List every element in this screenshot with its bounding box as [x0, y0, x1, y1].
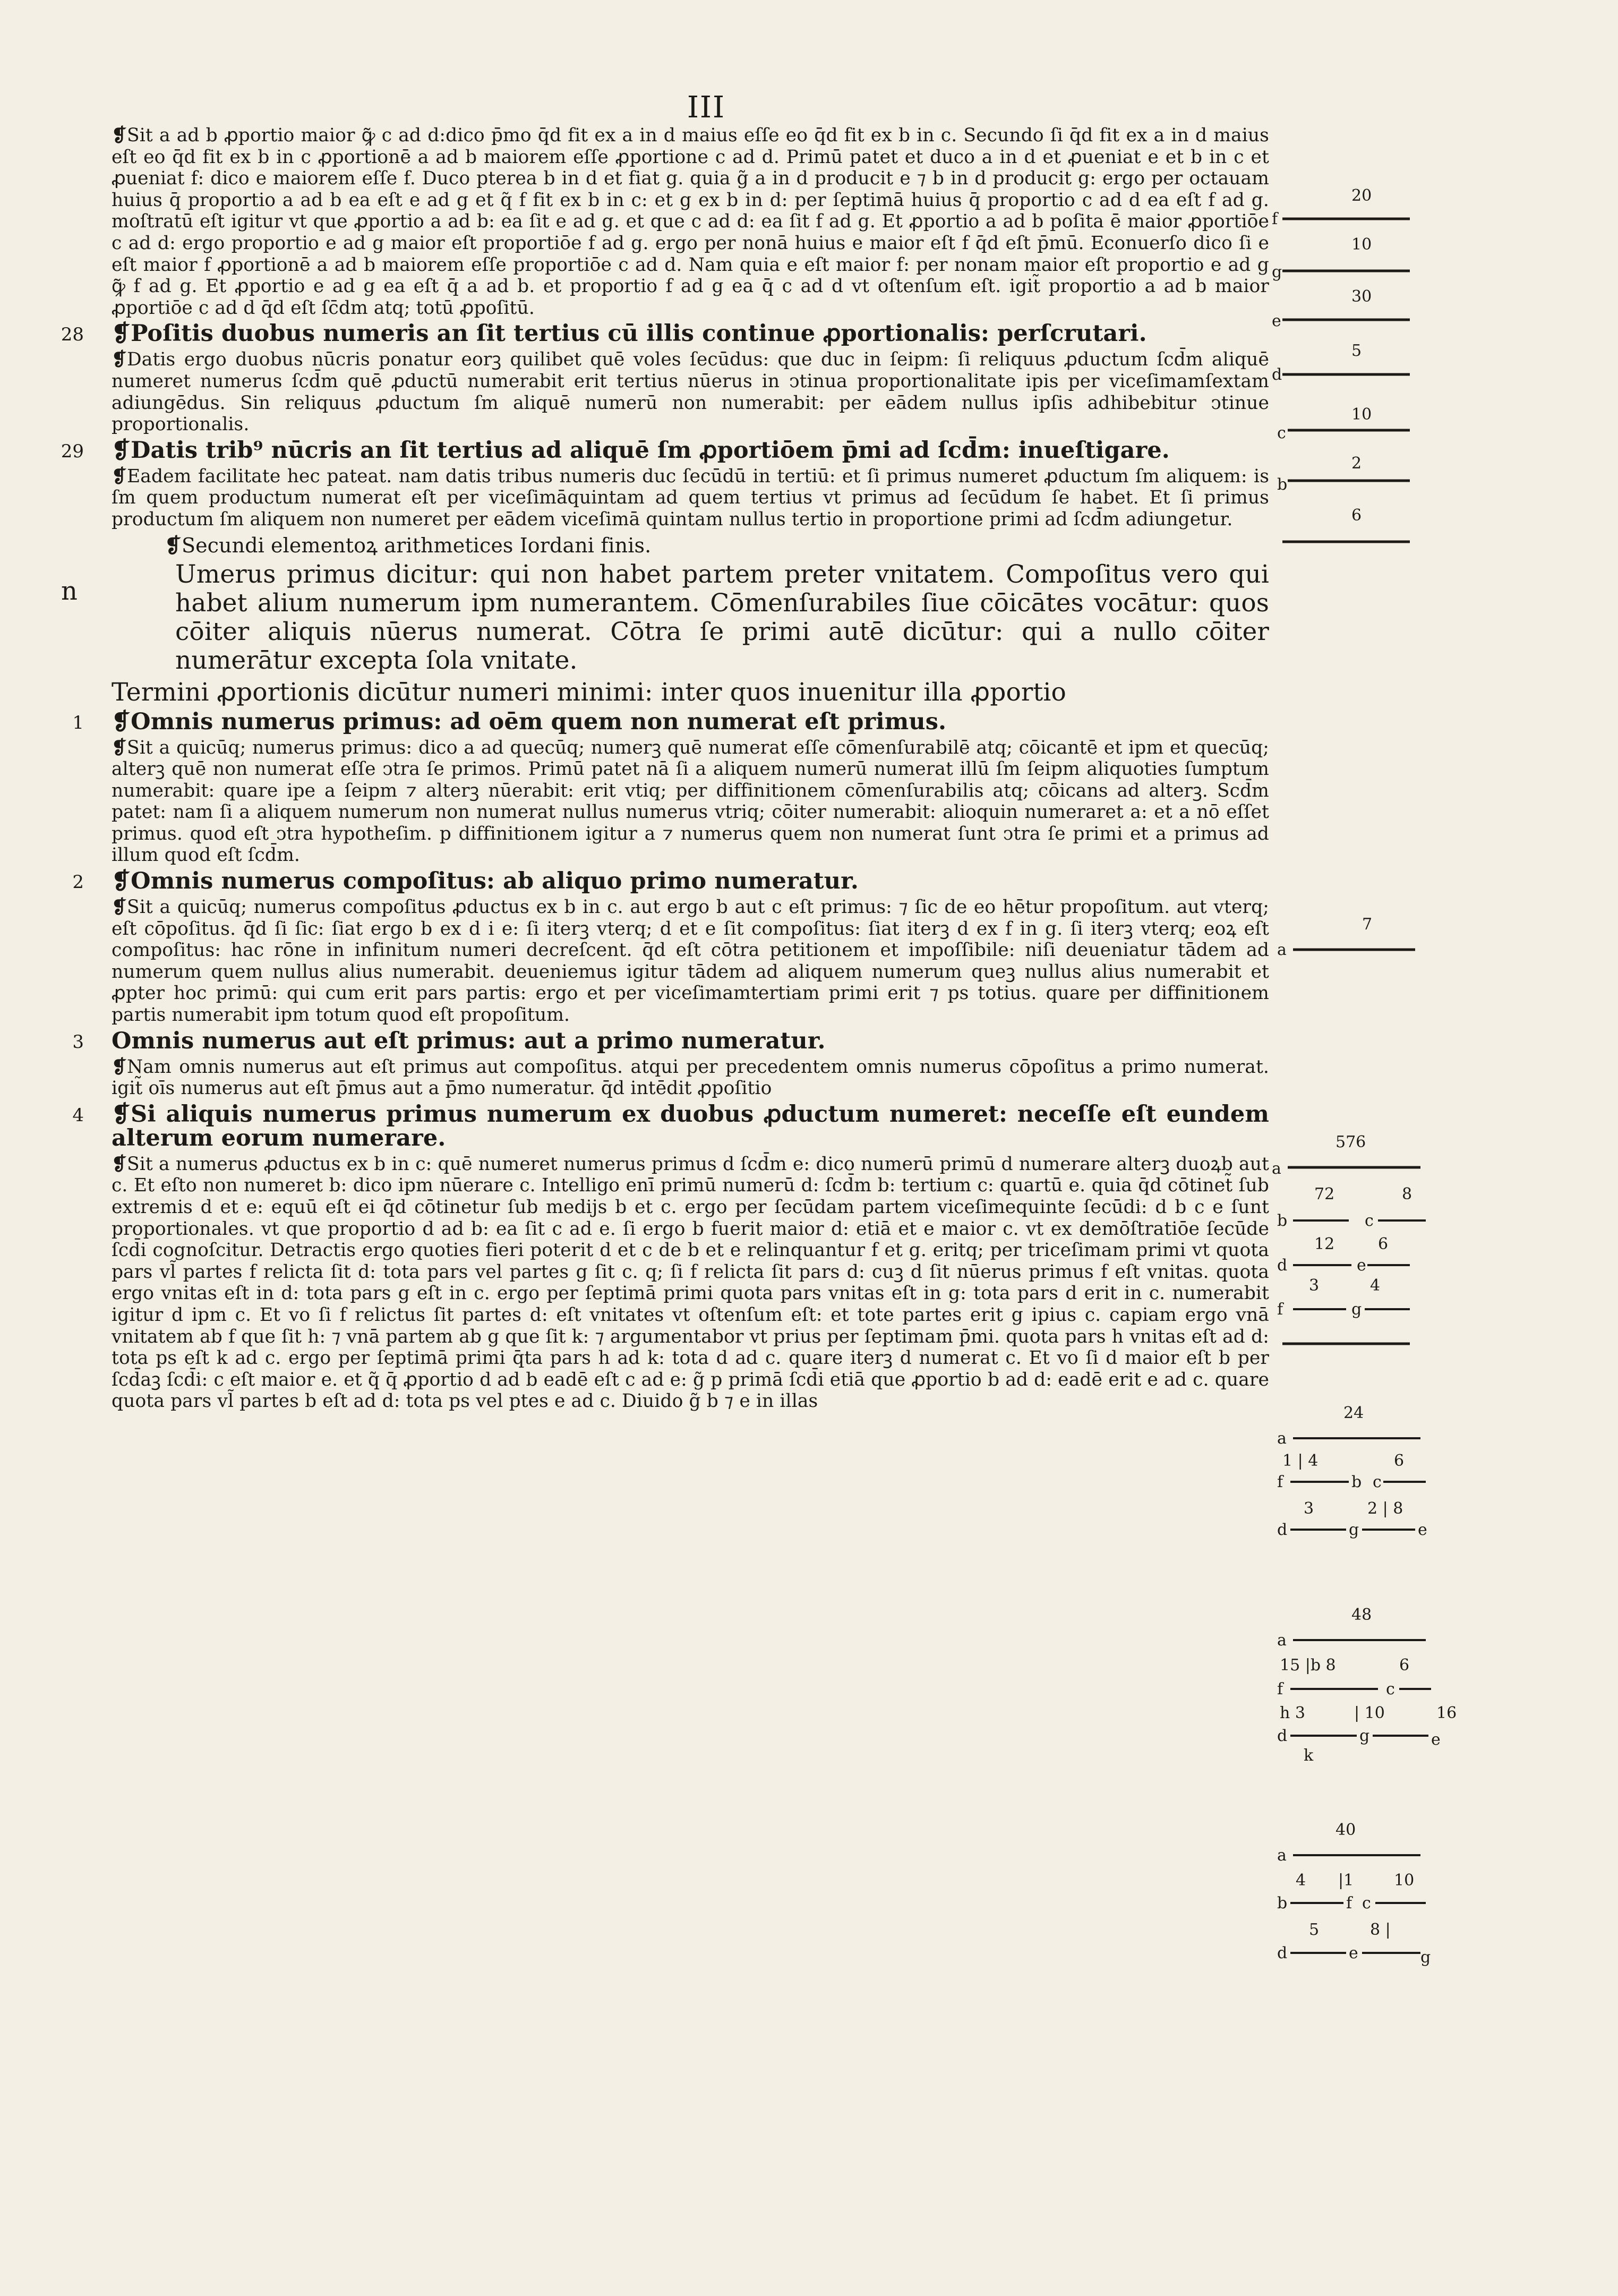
diagram-letter: a — [1277, 1631, 1287, 1650]
diagram-svg — [1272, 186, 1516, 568]
proposition-4 — [72, 1100, 1269, 1151]
diagram-value: 6 — [1399, 1656, 1410, 1675]
proposition-28 — [61, 320, 1269, 347]
diagram-value: 2 — [1351, 454, 1362, 473]
definition-text: Termini ꝓportionis dicūtur numeri minimi: inter quos inuenitur illa ꝓportio — [112, 677, 1066, 707]
diagram-value: 8 | — [1370, 1921, 1391, 1939]
diagram-letter: g — [1420, 1948, 1431, 1967]
diagram-letter: f — [1277, 1300, 1283, 1319]
diagram-svg — [1272, 914, 1516, 967]
diagram-value: |1 — [1338, 1871, 1354, 1890]
book-explicit — [112, 534, 1269, 557]
proof-text: ❡Eadem facilitate hec pateat. nam datis tribus numeris duc ſecūdū in tertiū: et ſi primus numeret ꝓductum ſm aliquem: is ſm quem productum numerat eſt per viceſimāquintam ad quem tertius vt primus ad ſecūdum ſe habet. Et ſi primus productum ſm aliquem non numeret per eādem viceſimā quintam nullus tertio in proportione primi ad ſcd̄m adiungetur. — [112, 465, 1269, 530]
diagram-letter: a — [1277, 1429, 1287, 1448]
diagram-letter: g — [1351, 1300, 1362, 1319]
proposition-1-proof — [112, 737, 1269, 867]
diagram-letter: c — [1277, 424, 1286, 442]
diagram-value: 5 — [1351, 342, 1362, 360]
pilcrow-icon: ❡ — [112, 868, 131, 895]
diagram-letter: g — [1272, 263, 1282, 281]
diagram-letter: b — [1277, 475, 1288, 494]
margin-diagram-prop4-b — [1272, 1604, 1516, 1774]
proposition-3 — [72, 1027, 1269, 1054]
margin-number: 2 — [72, 872, 84, 893]
pilcrow-icon: ❡ — [112, 320, 131, 347]
diagram-value: 1 | 4 — [1282, 1452, 1319, 1470]
diagram-value: 20 — [1351, 186, 1372, 205]
diagram-letter: d — [1277, 1944, 1288, 1962]
proposition-heading: ❡Omnis numerus primus: ad oēm quem non numerat eſt primus. — [112, 708, 947, 735]
diagram-value: 16 — [1436, 1704, 1457, 1722]
pilcrow-icon: ❡ — [112, 1100, 131, 1128]
diagram-letter: c — [1362, 1894, 1371, 1913]
diagram-value: 10 — [1394, 1871, 1415, 1890]
diagram-letter: c — [1365, 1211, 1374, 1230]
diagram-letter: d — [1272, 365, 1282, 384]
definition-text: Umerus primus dicitur: qui non habet partem preter vnitatem. Compoſitus vero qui habet alium numerum ipm numerantem. Cōmenſurabiles ſiue cōicātes vocātur: quos cōiter aliquis nūerus numerat. Cōtra ſe primi autē dicūtur: qui a nullo cōiter numerātur excepta ſola vnitate. — [175, 559, 1269, 675]
diagram-letter: c — [1373, 1473, 1382, 1491]
diagram-value: 10 — [1351, 405, 1372, 424]
diagram-svg — [1272, 1131, 1516, 1360]
diagram-letter: b — [1277, 1211, 1288, 1230]
diagram-value: 12 — [1314, 1235, 1335, 1253]
diagram-letter: e — [1357, 1256, 1366, 1275]
diagram-value: 48 — [1351, 1606, 1372, 1624]
diagram-value: 15 |b 8 — [1280, 1656, 1336, 1675]
proposition-27-proof — [112, 125, 1269, 319]
pilcrow-icon: ❡ — [165, 533, 182, 557]
diagram-letter: g — [1349, 1521, 1359, 1539]
proof-text: ❡Sit a numerus ꝓductus ex b in c: quē numeret numerus primus d ſcd̄m e: dico numerū primū d numerare alterꝫ duoꝝb aut c. Et eſto non numeret b: dico ipm nūerare c. Intelligo enī primū numerū d: ſcd̄m b: tertium c: quartū e. quia q̄d cōtinet̃ ſub extremis d et e: equū eſt ei q̄d cōtinetur ſub medijs b et c. ergo per ſecūdam partem viceſimequinte ſecūdi: d b c e ſunt proportionales. vt que proportio d ad b: ea ſit c ad e. ſi ergo b fuerit maior d: etiā et e maior c. vt ex demōſtratiōe ſecūde ſcd̄i cognoſcitur. Detractis ergo quoties fieri poterit d et c de b et e relinquantur f et g. eritq; per triceſimam primi vt quota pars vl̃ partes f relicta ſit d: tota pars vel partes g ſit c. q; ſi f relicta ſit pars d: cuꝫ d ſit nūerus primus f eſt vnitas. quota ergo vnitas eſt in d: tota pars g eſt in c. ergo per ſeptimā primi quota pars vnitas eſt in g: tota pars d erit in c. numerabit igitur d ipm c. Et vo ſi f relictus ſit partes d: eſt vnitates vt oſtenſum eſt: et tote partes erit g ipius c. capiam ergo vnā vnitatem ab f que ſit h: ⁊ vnā partem ab g que ſit k: ⁊ argumentabor vt prius per ſeptimam p̄mi. quota pars h vnitas eſt ad d: tota ps eſt k ad c. ergo per ſeptimā primi q̄ta pars h ad k: tota d ad c. quare iterꝫ d numerat c. Et vo ſi d maior eſt b per ſcd̄aꝫ ſcd̄i: c eſt maior e. et q̃ q̄ ꝓportio d ad b eadē eſt c ad e: g̃ p primā ſcd̄i etiā que ꝓportio b ad d: eadē erit e ad c. quare quota pars vl̃ partes b eſt ad d: tota ps vel ptes e ad c. Diuido g̃ b ⁊ e in illas — [112, 1153, 1269, 1412]
proof-text: ❡Sit a quicūq; numerus primus: dico a ad quecūq; numerꝫ quē numerat eſſe cōmenſurabilē atq; cōicantē et ipm et quecūq; alterꝫ quē non numerat eſſe ↄtra ſe primos. Primū patet nā ſi a aliquem numerū numerat illū ſm ſeipm aliquoties ſumptum numerabit: quare ipe a ſeipm ⁊ alterꝫ nūerabit: erit vtiq; per diffinitionem cōmenſurabilis atq; cōicans ad alterꝫ. Scd̄m patet: nam ſi a aliquem numerum non numerat nullus numerus vtriq; cōiter numerabit: alioquin numeraret a: et a nō eſſet primus. quod eſt ↄtra hypotheſim. p diffinitionem igitur a ⁊ numerus quem non numerat ſunt ↄtra ſe primi et a primus ad illum quod eſt ſcd̄m. — [112, 737, 1269, 866]
proposition-29-proof — [112, 466, 1269, 531]
explicit-line: ❡Secundi elementoꝝ arithmetices Iordani finis. — [165, 533, 652, 557]
pilcrow-icon: ❡ — [112, 349, 127, 371]
diagram-value: 6 — [1351, 506, 1362, 525]
diagram-value: 8 — [1402, 1185, 1412, 1204]
diagram-value: 2 | 8 — [1367, 1499, 1403, 1518]
margin-diagram-line-segments — [1272, 186, 1516, 568]
diagram-letter: d — [1277, 1256, 1288, 1275]
page-number: III — [687, 90, 726, 125]
diagram-letter: f — [1272, 210, 1278, 228]
margin-number: 3 — [72, 1031, 84, 1053]
margin-diagram-composite — [1272, 1131, 1516, 1360]
diagram-letter: g — [1359, 1727, 1370, 1745]
diagram-value: 6 — [1394, 1452, 1405, 1470]
proposition-29 — [61, 437, 1269, 464]
diagram-letter: d — [1277, 1521, 1288, 1539]
diagram-letter: f — [1277, 1680, 1283, 1698]
proof-text: ❡Datis ergo duobus nūcris ponatur eorꝫ quilibet quē voles ſecūdus: que duc in ſeipm: ſi reliquus ꝓductum ſcd̄m aliquē numeret numerus ſcd̄m quē ꝓductū numerabit erit tertius nūerus in ↄtinua proportionalitate ipis per viceſimamſextam adiungēdus. Sin reliquus ꝓductum ſm aliquē numerū non numerabit: per eādem nullus ipſis adhibebitur ↄtinue proportionalis. — [112, 349, 1269, 436]
diagram-value: 72 — [1314, 1185, 1335, 1204]
diagram-letter: b — [1351, 1473, 1362, 1491]
diagram-value: | 10 — [1354, 1704, 1385, 1722]
diagram-value: 5 — [1309, 1921, 1320, 1939]
pilcrow-icon: ❡ — [112, 465, 127, 487]
diagram-letter: f — [1277, 1473, 1283, 1491]
margin-diagram-prop4-c — [1272, 1819, 1516, 1994]
margin-number: 4 — [72, 1104, 84, 1126]
margin-diagram-prop4-a — [1272, 1402, 1516, 1572]
diagram-value: 3 — [1309, 1276, 1320, 1295]
diagram-svg — [1272, 1819, 1516, 1994]
margin-number: 1 — [72, 712, 84, 733]
proposition-3-proof — [112, 1056, 1269, 1099]
margin-diagram-prime-a — [1272, 914, 1516, 967]
pilcrow-icon: ❡ — [112, 125, 127, 146]
proposition-heading: Omnis numerus aut eſt primus: aut a primo numeratur. — [112, 1027, 826, 1054]
pilcrow-icon: ❡ — [112, 897, 127, 918]
proposition-2-proof — [112, 897, 1269, 1026]
proof-text: ❡Sit a ad b ꝓportio maior ꝙ̃ c ad d:dico p̄mo q̄d fit ex a in d maius eſſe eo q̄d fit ex b in c. Secundo ſi q̄d fit ex a in d maius eſt eo q̄d fit ex b in c ꝓportionē a ad b maiorem eſſe ꝓportione c ad d. Primū patet et duco a in d et ꝓueniat e et b in c et ꝓueniat f: dico e maiorem eſſe f. Duco pterea b in d et fiat g. quia g̃ a in d producit e ⁊ b in d producit g: ergo per octauam huius q̄ proportio a ad b ea eſt e ad g et q̃ f fit ex b in c: et g ex b in d: per ſeptimā huius q̄ proportio c ad d ea eſt f ad g. moſtratū eſt igitur vt que ꝓportio a ad b: ea ſit e ad g. et que c ad d: ea ſit f ad g. Et ꝓportio a ad b poſita ē maior ꝓportiōe c ad d: ergo proportio e ad g maior eſt proportiōe f ad g. ergo per nonā huius e maior eſt f q̄d eſt p̄mū. Econuerſo dico ſi e eſt maior f ꝓportionē a ad b maiorem eſſe proportiōe c ad d. Nam quia e eſt maior f: per nonam maior eſt proportio e ad g ꝙ̃ f ad g. Et ꝓportio e ad g ea eſt q̄ a ad b. et proportio f ad g ea q̄ c ad d vt oſtenſum eſt. igit̃ proportio a ad b maior ꝓportiōe c ad d q̄d eſt ſc̄dm atq; totū ꝓpoſitū. — [112, 125, 1269, 319]
pilcrow-icon: ❡ — [112, 1153, 127, 1175]
margin-number: 29 — [61, 440, 84, 462]
proposition-heading: ❡Poſitis duobus numeris an ſit tertius cū illis continue ꝓportionalis: perſcrutari. — [112, 320, 1147, 347]
diagram-svg — [1272, 1604, 1516, 1774]
diagram-value: 6 — [1378, 1235, 1389, 1253]
diagram-value: 30 — [1351, 287, 1372, 306]
diagram-value: 4 — [1370, 1276, 1381, 1295]
proposition-2 — [72, 868, 1269, 895]
text-column — [61, 125, 1269, 1415]
proof-text: ❡Nam omnis numerus aut eſt primus aut compoſitus. atqui per precedentem omnis numerus cōpoſitus a primo numerat. igit̃ oīs numerus aut eſt p̄mus aut a p̄mo numeratur. q̄d intēdit ꝓpoſitio — [112, 1056, 1269, 1099]
diagram-value: h 3 — [1280, 1704, 1305, 1722]
diagram-value: 10 — [1351, 235, 1372, 254]
proposition-4-proof — [112, 1154, 1269, 1412]
diagram-value: 40 — [1336, 1821, 1356, 1839]
diagram-letter: d — [1277, 1727, 1288, 1745]
definition-terms — [112, 678, 1269, 707]
diagram-letter: a — [1272, 1159, 1281, 1178]
pilcrow-icon: ❡ — [112, 737, 127, 758]
diagram-value: 7 — [1362, 915, 1373, 934]
diagram-value: 3 — [1304, 1499, 1314, 1518]
diagram-letter: b — [1277, 1894, 1288, 1913]
diagram-letter: c — [1386, 1680, 1395, 1698]
diagram-value: 4 — [1296, 1871, 1306, 1890]
proposition-heading: ❡Datis trib⁹ nūcris an ſit tertius ad aliquē ſm ꝓportiōem p̄mi ad ſcd̄m: inueſtigare. — [112, 437, 1170, 464]
margin-number: 28 — [61, 324, 84, 346]
pilcrow-icon: ❡ — [112, 437, 131, 464]
proposition-heading: ❡Si aliquis numerus primus numerum ex duobus ꝓductum numeret: neceſſe eſt eundem alterum eorum numerare. — [112, 1100, 1269, 1151]
definitions — [61, 559, 1269, 675]
proposition-1 — [72, 708, 1269, 735]
diagram-letter: e — [1431, 1730, 1441, 1749]
diagram-letter: e — [1272, 312, 1281, 330]
proposition-heading: ❡Omnis numerus compoſitus: ab aliquo primo numeratur. — [112, 868, 859, 895]
diagram-letter: f — [1346, 1894, 1352, 1913]
proof-text: ❡Sit a quicūq; numerus compoſitus ꝓductus ex b in c. aut ergo b aut c eſt primus: ⁊ ſic de eo hētur propoſitum. aut vterq; eſt cōpoſitus. q̄d ſi ſic: ſiat ergo b ex d i e: ſi iterꝫ vterq; d et e ſit compoſitus: ſiat iterꝫ d ex f in g. ſi iterꝫ vterq; eoꝝ eſt compoſitus: hac rōne in infinitum numeri decreſcent. q̄d eſt cōtra petitionem et impoſſibile: niſi deueniatur tādem ad numerum quem nullus alius numerabit. deueniemus igitur tādem ad aliquem numerum queꝫ nullus alius numerabit et ꝓpter hoc primū: qui cum erit pars partis: ergo et per viceſimamtertiam primi erit ⁊ ps totius. quare per diffinitionem partis numerabit ipm totum quod eſt propoſitum. — [112, 897, 1269, 1026]
diagram-letter: a — [1277, 1846, 1287, 1865]
diagram-value: 24 — [1343, 1404, 1364, 1422]
diagram-value: 576 — [1336, 1133, 1366, 1151]
proposition-28-proof — [112, 349, 1269, 435]
diagram-letter: k — [1304, 1746, 1314, 1765]
diagram-letter: a — [1277, 941, 1287, 959]
pilcrow-icon: ❡ — [112, 708, 131, 735]
diagram-letter: e — [1349, 1944, 1358, 1962]
diagram-letter: e — [1418, 1521, 1427, 1539]
guide-letter: n — [61, 576, 78, 606]
diagram-svg — [1272, 1402, 1516, 1572]
pilcrow-icon: ❡ — [112, 1056, 127, 1078]
